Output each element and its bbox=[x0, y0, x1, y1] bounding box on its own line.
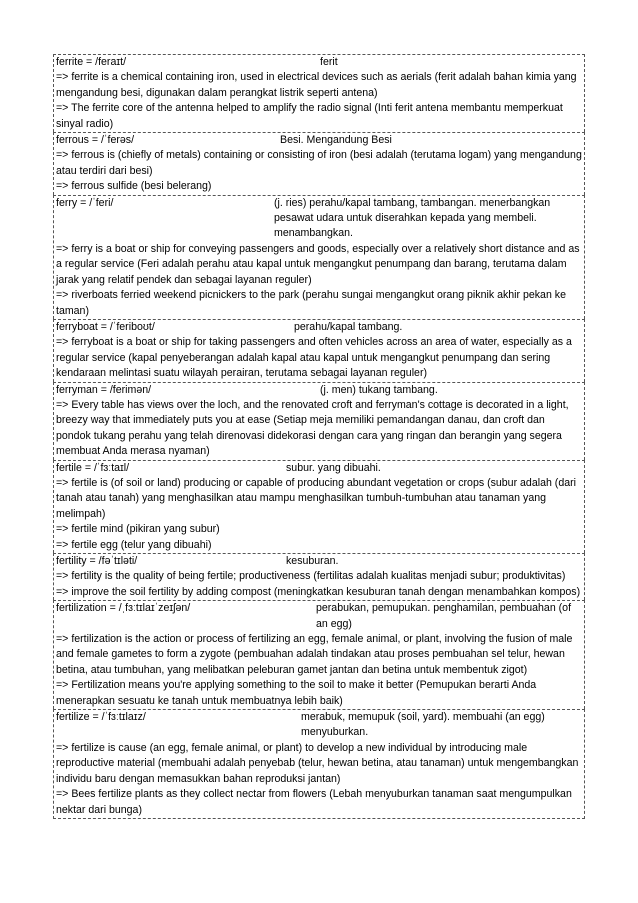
entry-head bbox=[56, 320, 582, 335]
entry-meaning: (j. men) tukang tambang. bbox=[320, 383, 438, 396]
entry-example: => fertilize is cause (an egg, female animal, or plant) to develop a new individual by introducing male reproductive material (membuahi adalah penyebab (telur, hewan betina, atau tanaman) untuk mengembangkan individu baru dengan memasukkan bahan reproduksi jantan) bbox=[56, 741, 579, 785]
entry-head bbox=[56, 554, 582, 569]
entry-example: => Bees fertilize plants as they collect nectar from flowers (Lebah menyuburkan tanaman saat mengumpulkan nektar dari bunga) bbox=[56, 788, 572, 816]
entry-example: => improve the soil fertility by adding compost (meningkatkan kesuburan tanah dengan menambahkan kompos) bbox=[56, 585, 581, 598]
entry-term: ferry = /ˈferi/ bbox=[56, 196, 114, 209]
entry-term: fertilization = /ˌfɜːtɪlaɪˈzeɪʃən/ bbox=[56, 602, 191, 615]
entry-example: => ferrous sulfide (besi belerang) bbox=[56, 180, 212, 193]
entry-example: => Fertilization means you're applying something to the soil to make it better (Pemupukan berarti Anda menerapkan sesuatu ke tanah untuk membuatnya lebih baik) bbox=[56, 679, 537, 707]
entry-example: => riverboats ferried weekend picnickers to the park (perahu sungai mengangkut orang piknik akhir pekan ke taman) bbox=[56, 289, 566, 317]
entry-term: fertilize = /ˈfɜːtɪlaɪz/ bbox=[56, 711, 146, 724]
entry-head bbox=[56, 601, 582, 632]
entry-example: => The ferrite core of the antenna helped to amplify the radio signal (Inti ferit antena membantu memperkuat sinyal radio) bbox=[56, 102, 563, 130]
entry-example: => ferry is a boat or ship for conveying passengers and goods, especially over a relatively short distance and as a regular service (Feri adalah perahu atau kapal untuk mengangkut penumpang dan barang, terutama dalam jarak yang relatif pendek dan sebagai layanan reguler) bbox=[56, 242, 580, 286]
entry-term: fertile = /ˈfɜːtaɪl/ bbox=[56, 461, 130, 474]
entry-example: => fertilization is the action or process of fertilizing an egg, female animal, or plant, involving the fusion of male and female gametes to form a zygote (pembuahan adalah tindakan atau proses pembuahan sel telur, hewan betina, atau tumbuhan, yang melibatkan peleburan gamet jantan dan betina untuk membentuk zigot) bbox=[56, 633, 573, 676]
entry-term: ferrous = /ˈferəs/ bbox=[56, 134, 135, 147]
entry-meaning: (j. ries) perahu/kapal tambang, tambangan. menerbangkan pesawat udara untuk diserahkan kepada yang membeli. menambangkan. bbox=[274, 196, 551, 240]
entry-meaning: Besi. Mengandung Besi bbox=[280, 134, 392, 147]
dictionary-page bbox=[53, 54, 585, 819]
entry-meaning: perabukan, pemupukan. penghamilan, pembuahan (of an egg) bbox=[316, 602, 572, 630]
entry-ferry bbox=[53, 195, 585, 319]
entry-ferryboat bbox=[53, 319, 585, 382]
entry-meaning: merabuk, memupuk (soil, yard). membuahi (an egg) menyuburkan. bbox=[301, 711, 545, 739]
entry-term: ferryboat = /ˈferiboʊt/ bbox=[56, 320, 155, 333]
entry-meaning: perahu/kapal tambang. bbox=[294, 320, 403, 333]
entry-meaning: subur. yang dibuahi. bbox=[286, 461, 381, 474]
entry-fertile bbox=[53, 460, 585, 553]
entry-ferrite bbox=[53, 54, 585, 132]
entry-head bbox=[56, 133, 582, 148]
entry-head bbox=[56, 461, 582, 476]
entry-example: => fertile egg (telur yang dibuahi) bbox=[56, 538, 212, 551]
entry-head bbox=[56, 55, 582, 70]
entry-example: => ferryboat is a boat or ship for taking passengers and often vehicles across an area of water, especially as a regular service (kapal penyeberangan adalah kapal atau kapal untuk mengangkut penumpang dan sering kendaraan melintasi suatu wilayah perairan, terutama sebagai layanan reguler) bbox=[56, 336, 572, 380]
entry-fertility bbox=[53, 553, 585, 600]
entry-meaning: kesuburan. bbox=[286, 555, 339, 567]
entry-term: fertility = /fəˈtɪləti/ bbox=[56, 555, 138, 567]
entry-example: => fertile mind (pikiran yang subur) bbox=[56, 523, 220, 536]
entry-head bbox=[56, 196, 582, 242]
entry-fertilization bbox=[53, 600, 585, 709]
entry-example: => ferrite is a chemical containing iron, used in electrical devices such as aerials (ferit adalah bahan kimia yang mengandung besi, digunakan dalam perangkat listrik seperti antena) bbox=[56, 71, 577, 99]
entry-term: ferryman = /ferimən/ bbox=[56, 383, 152, 396]
entry-fertilize bbox=[53, 709, 585, 819]
entry-ferrous bbox=[53, 132, 585, 195]
entry-ferryman bbox=[53, 382, 585, 460]
entry-example: => ferrous is (chiefly of metals) containing or consisting of iron (besi adalah (terutama logam) yang mengandung atau terdiri dari besi) bbox=[56, 149, 582, 177]
entry-term: ferrite = /feraɪt/ bbox=[56, 56, 127, 68]
entry-meaning: ferit bbox=[320, 56, 338, 68]
entry-example: => fertility is the quality of being fertile; productiveness (fertilitas adalah kualitas menjadi subur; produktivitas) bbox=[56, 570, 566, 583]
entry-example: => fertile is (of soil or land) producing or capable of producing abundant vegetation or crops (subur adalah (dari tanah atau tanah) yang menghasilkan atau mampu menghasilkan tumbuh-tumbuhan atau tanaman yang melimpah) bbox=[56, 476, 576, 520]
entry-head bbox=[56, 710, 582, 741]
entry-head bbox=[56, 383, 582, 398]
entry-example: => Every table has views over the loch, and the renovated croft and ferryman's cottage is decorated in a light, breezy way that immediately puts you at ease (Setiap meja memiliki pemandangan danau, dan croft dan pondok tukang perahu yang telah direnovasi didekorasi dengan cara yang ringan dan berangin yang segera membuat Anda merasa nyaman) bbox=[56, 398, 569, 458]
